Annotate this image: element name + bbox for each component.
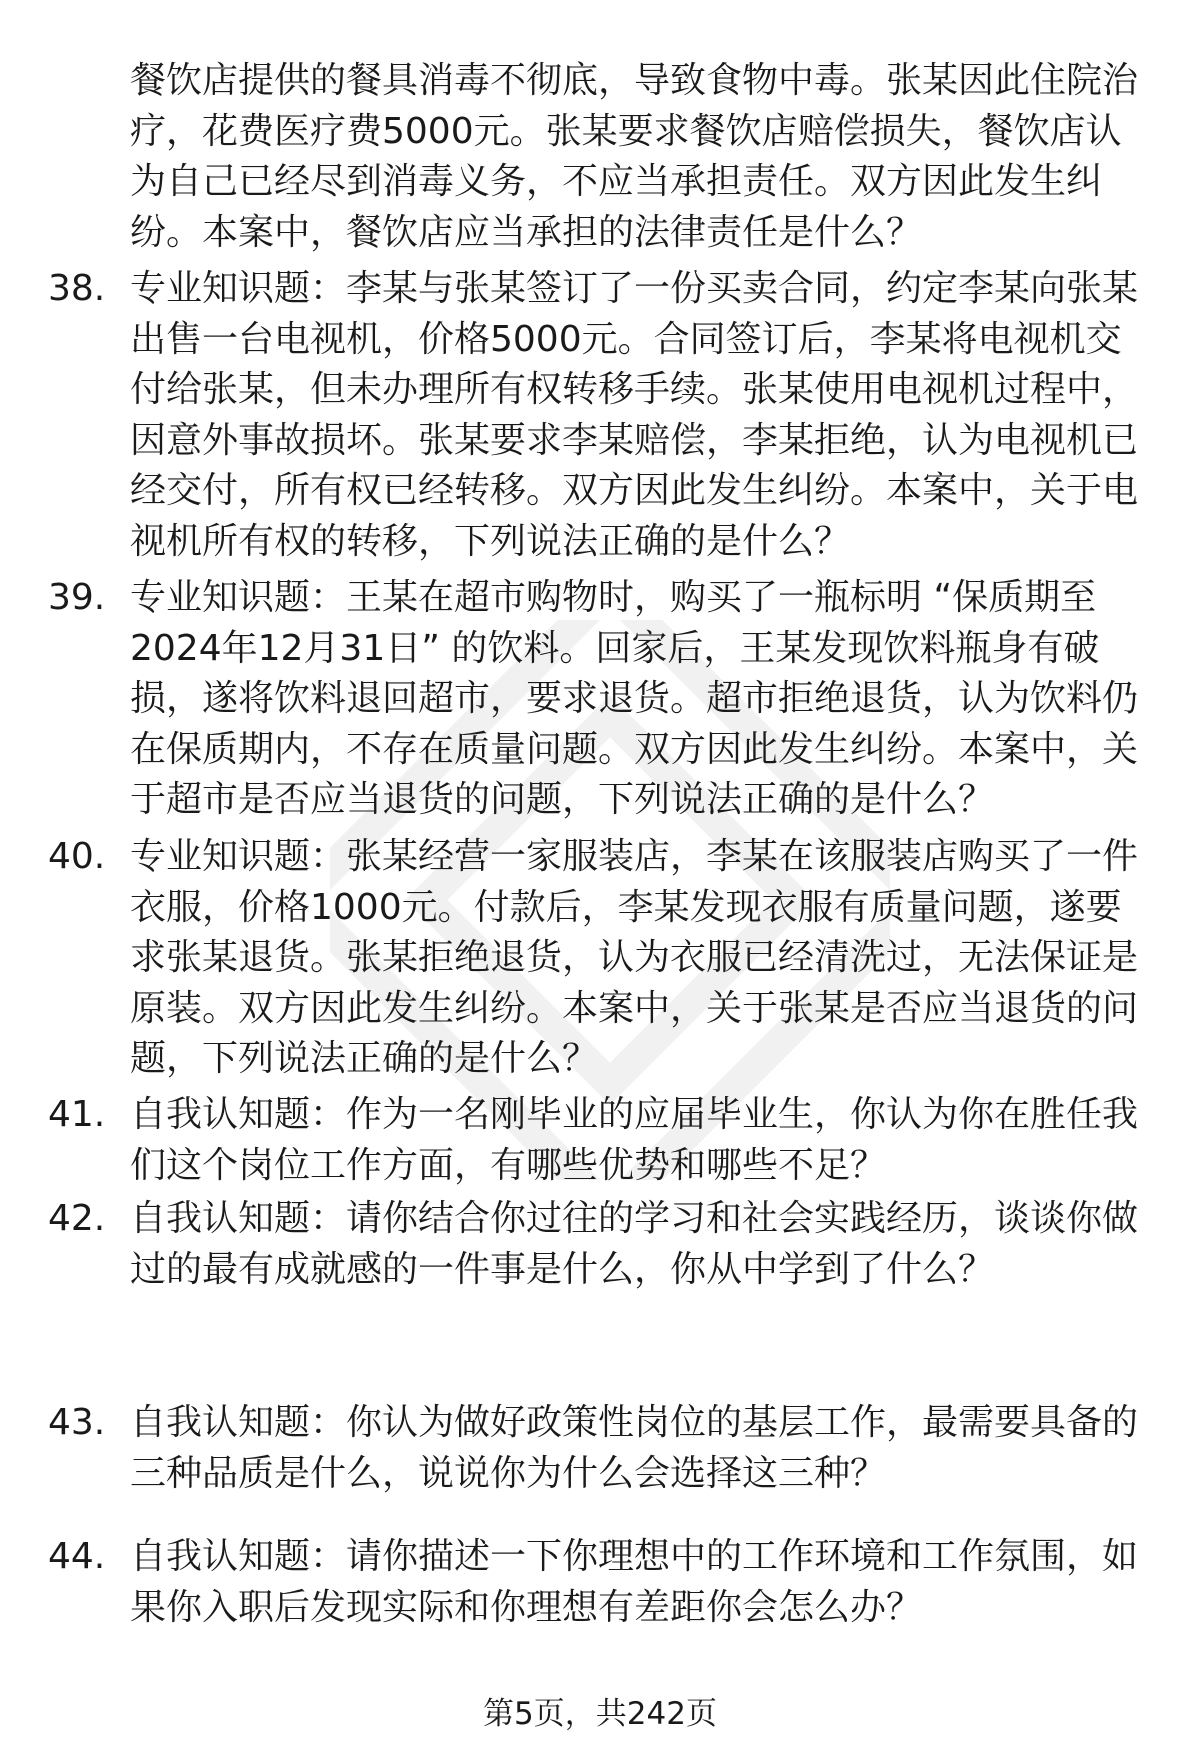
question-number: 40. xyxy=(48,836,106,877)
question-text: 专业知识题：王某在超市购物时，购买了一瓶标明 “保质期至2024年12月31日” 的饮料。回家后，王某发现饮料瓶身有破损，遂将饮料退回超市，要求退货。超市拒绝退货，认为饮料仍在保质期内，不存在质量问题。双方因此发生纠纷。本案中，关于超市是否应当退货的问题，下列说法正确的是什么？ xyxy=(130,577,1139,820)
question-number: 39. xyxy=(48,577,106,618)
question-text: 自我认知题：你认为做好政策性岗位的基层工作，最需要具备的三种品质是什么，说说你为什么会选择这三种？ xyxy=(130,1402,1139,1494)
question-text: 专业知识题：张某经营一家服装店，李某在该服装店购买了一件衣服，价格1000元。付款后，李某发现衣服有质量问题，遂要求张某退货。张某拒绝退货，认为衣服已经清洗过，无法保证是原装。双方因此发生纠纷。本案中，关于张某是否应当退货的问题，下列说法正确的是什么？ xyxy=(130,836,1139,1079)
question-text: 自我认知题：作为一名刚毕业的应届毕业生，你认为你在胜任我们这个岗位工作方面，有哪些优势和哪些不足？ xyxy=(130,1094,1139,1186)
question-text: 自我认知题：请你描述一下你理想中的工作环境和工作氛围，如果你入职后发现实际和你理想有差距你会怎么办？ xyxy=(130,1536,1139,1628)
question-number: 44. xyxy=(48,1536,106,1577)
question-number: 41. xyxy=(48,1094,106,1135)
question-number: 38. xyxy=(48,268,106,309)
page-footer: 第5页，共242页 xyxy=(483,1696,717,1732)
question-text: 自我认知题：请你结合你过往的学习和社会实践经历，谈谈你做过的最有成就感的一件事是什么，你从中学到了什么？ xyxy=(130,1198,1139,1290)
question-number: 42. xyxy=(48,1198,106,1239)
question-number: 43. xyxy=(48,1402,106,1443)
question-text: 专业知识题：李某与张某签订了一份买卖合同，约定李某向张某出售一台电视机，价格5000元。合同签订后，李某将电视机交付给张某，但未办理所有权转移手续。张某使用电视机过程中，因意外事故损坏。张某要求李某赔偿，李某拒绝，认为电视机已经交付，所有权已经转移。双方因此发生纠纷。本案中，关于电视机所有权的转移，下列说法正确的是什么？ xyxy=(130,268,1139,562)
continuation-paragraph: 餐饮店提供的餐具消毒不彻底，导致食物中毒。张某因此住院治疗，花费医疗费5000元。张某要求餐饮店赔偿损失，餐饮店认为自己已经尽到消毒义务，不应当承担责任。双方因此发生纠纷。本案中，餐饮店应当承担的法律责任是什么？ xyxy=(130,60,1139,253)
